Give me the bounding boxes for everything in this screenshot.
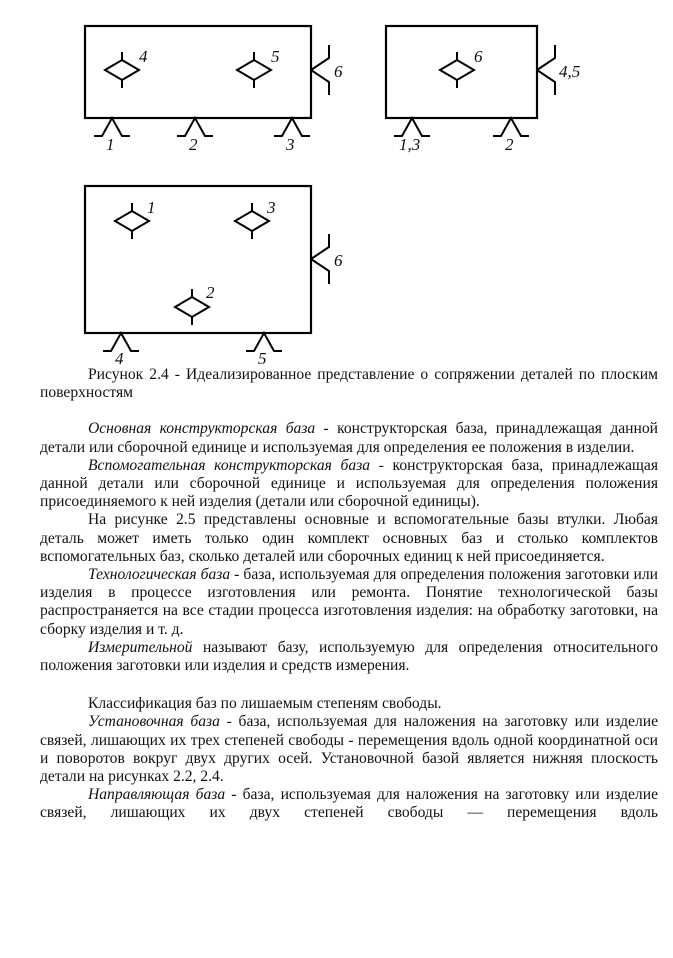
label: 4 xyxy=(139,47,148,66)
paragraph xyxy=(40,566,658,639)
label: 2 xyxy=(505,135,514,154)
paragraph xyxy=(40,713,658,786)
paragraph xyxy=(40,786,658,822)
section-heading xyxy=(40,695,658,713)
label: 2 xyxy=(206,283,215,302)
label: 1 xyxy=(106,135,115,154)
double-support-icon xyxy=(115,203,149,239)
figure-2-4 xyxy=(0,0,673,365)
paragraph-text: - база, используемая для определения положения заготовки или изделия в процессе изготовления или ремонта. Понятие технологической базы распространяется на все стадии процесса изготовления изделия: на обработку заготовки, на сборку изделия и т. д. xyxy=(40,566,658,638)
spacer xyxy=(40,675,658,695)
paragraph xyxy=(40,420,658,456)
double-support-icon xyxy=(440,52,474,88)
paragraph xyxy=(40,511,658,566)
label: 5 xyxy=(258,349,267,365)
diagram-2 xyxy=(386,26,580,154)
label: 6 xyxy=(334,251,343,270)
double-support-icon xyxy=(235,203,269,239)
term: Установочная база xyxy=(88,713,220,731)
diagram-3 xyxy=(85,186,343,365)
paragraph-text: называют базу, используемую для определения относительного положения заготовки или изделия и средств измерения. xyxy=(40,638,658,675)
term: Вспомогательная конструкторская база xyxy=(88,456,371,474)
term: Технологическая база xyxy=(88,566,231,584)
paragraph xyxy=(40,457,658,512)
figure-caption: Рисунок 2.4 - Идеализированное представление о сопряжении деталей по плоским поверхностям xyxy=(40,366,658,402)
term: Измерительной xyxy=(88,638,193,656)
double-support-icon xyxy=(237,52,271,88)
label: 1 xyxy=(147,198,156,217)
paragraph-text: Классификация баз по лишаемым степеням свободы. xyxy=(88,695,442,713)
paragraph-text: - база, используемая для наложения на заготовку или изделие связей, лишающих их трех степеней свободы - перемещения вдоль одной координатной оси и поворотов вокруг двух других осей. Установочной базой является нижняя плоскость детали на рисунках 2.2, 2.4. xyxy=(40,713,658,786)
label: 6 xyxy=(334,62,343,81)
spacer xyxy=(40,402,658,420)
paragraph-text: - конструкторская база, принадлежащая данной детали или сборочной единице и используемая для определения положения присоединяемого к ней изделия (детали или сборочной единицы). xyxy=(40,456,658,511)
paragraph-text: - конструкторская база, принадлежащая данной детали или сборочной единице и используемая для определения ее положения в изделии. xyxy=(40,420,659,456)
side-support-icon xyxy=(311,45,329,95)
double-support-icon xyxy=(105,52,139,88)
bottom-support-icon xyxy=(493,118,529,136)
label: 3 xyxy=(286,135,295,154)
part-outline xyxy=(386,26,537,118)
document-body xyxy=(40,366,658,823)
label: 1,3 xyxy=(399,135,421,154)
term: Направляющая база xyxy=(88,786,226,804)
bottom-support-icon xyxy=(177,118,213,136)
label: 2 xyxy=(189,135,198,154)
bottom-support-icon xyxy=(94,118,130,136)
side-support-icon xyxy=(311,234,329,284)
paragraph-text: На рисунке 2.5 представлены основные и вспомогательные базы втулки. Любая деталь может иметь только один комплект основных баз и столько комплектов вспомогательных баз, сколько деталей или сборочных единиц к ней присоединяется. xyxy=(40,511,658,565)
double-support-icon xyxy=(175,289,209,325)
side-support-icon xyxy=(537,45,555,95)
label: 6 xyxy=(474,47,483,66)
bottom-support-icon xyxy=(274,118,310,136)
paragraph xyxy=(40,639,658,675)
paragraph-text: - база, используемая для наложения на заготовку или изделие связей, лишающих их двух степеней свободы — перемещения вдоль xyxy=(40,786,658,822)
diagram-1 xyxy=(85,26,343,154)
part-outline xyxy=(85,26,311,118)
label: 4,5 xyxy=(559,62,581,81)
label: 4 xyxy=(115,349,124,365)
label: 5 xyxy=(271,47,280,66)
part-outline xyxy=(85,186,311,333)
label: 3 xyxy=(267,198,276,217)
bottom-support-icon xyxy=(394,118,430,136)
term: Основная конструкторская база xyxy=(88,420,316,438)
